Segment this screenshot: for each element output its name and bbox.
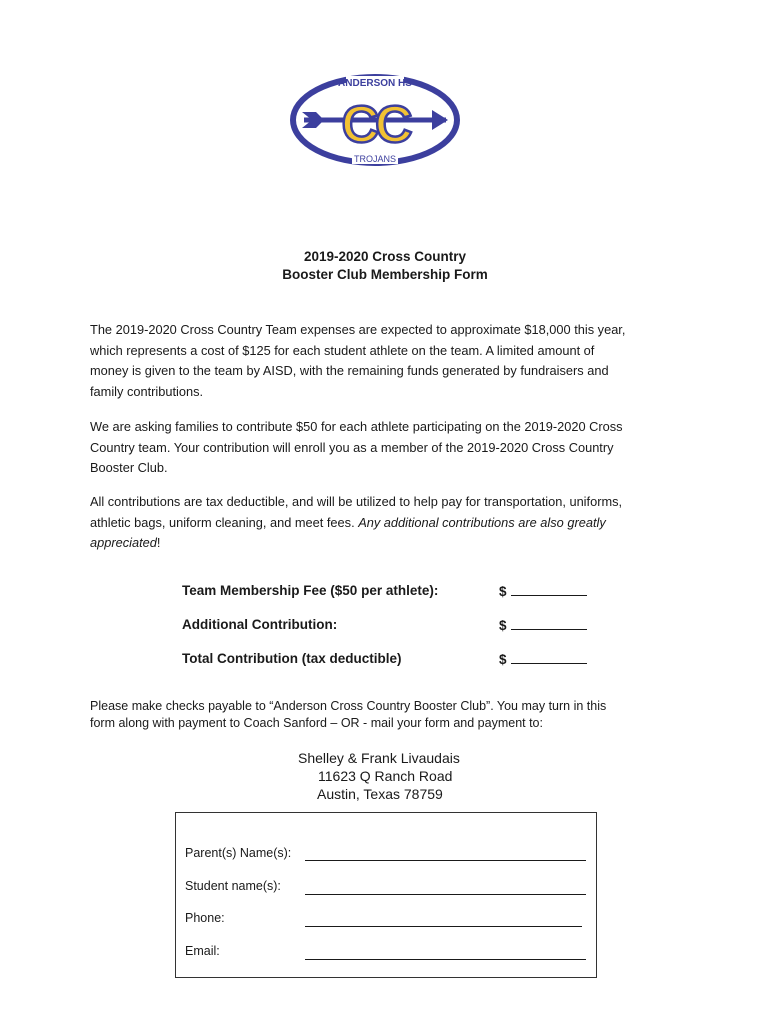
payment-instructions [90, 698, 690, 732]
text-line: family contributions. [90, 383, 204, 399]
amount-blank[interactable] [511, 651, 587, 664]
parents-name-field[interactable] [305, 860, 586, 861]
currency-sign: $ [499, 584, 507, 599]
text-line: We are asking families to contribute $50 for each athlete participating on the 2019-2020 Cross [90, 419, 623, 434]
italic-text: Any additional contributions are also greatly [358, 514, 606, 530]
additional-contribution-amount[interactable] [499, 617, 587, 633]
logo-bottom-text: TROJANS [353, 154, 397, 164]
phone-label: Phone: [185, 911, 225, 925]
text-line: form along with payment to Coach Sanford – OR - mail your form and payment to: [90, 716, 543, 730]
text-line: Country team. Your contribution will enroll you as a member of the 2019-2020 Cross Country [90, 439, 614, 455]
email-label: Email: [185, 944, 220, 958]
text-line: money is given to the team by AISD, with the remaining funds generated by fundraisers and [90, 363, 609, 378]
italic-text: appreciated [90, 535, 157, 550]
membership-fee-label: Team Membership Fee ($50 per athlete): [182, 583, 439, 598]
student-name-label: Student name(s): [185, 879, 281, 893]
text-line: which represents a cost of $125 for each student athlete on the team. A limited amount of [90, 342, 595, 358]
member-info-box [175, 812, 597, 978]
amount-blank[interactable] [511, 583, 587, 596]
address-name: Shelley & Frank Livaudais [298, 750, 460, 766]
text-span: athletic bags, uniform cleaning, and meet fees. [90, 514, 359, 530]
text-line [90, 513, 680, 534]
address-city: Austin, Texas 78759 [317, 786, 443, 802]
membership-fee-amount[interactable] [499, 583, 587, 599]
total-contribution-amount[interactable] [499, 651, 587, 667]
amount-blank[interactable] [511, 617, 587, 630]
intro-paragraph [90, 320, 680, 402]
text-line: Please make checks payable to “Anderson Cross Country Booster Club”. You may turn in this [90, 699, 607, 713]
contribution-paragraph [90, 417, 680, 479]
tax-paragraph [90, 492, 680, 554]
text-line: The 2019-2020 Cross Country Team expenses are expected to approximate $18,000 this year, [90, 322, 626, 337]
form-title-line2: Booster Club Membership Form [282, 267, 488, 282]
student-name-field[interactable] [305, 894, 586, 895]
form-title-line1: 2019-2020 Cross Country [303, 249, 467, 264]
phone-field[interactable] [305, 926, 582, 927]
currency-sign: $ [499, 618, 507, 633]
text-line: All contributions are tax deductible, and will be utilized to help pay for transportation, uniforms, [90, 494, 623, 509]
text-span: ! [156, 535, 161, 550]
text-line [90, 533, 680, 554]
currency-sign: $ [499, 652, 507, 667]
logo-top-text: ANDERSON HS [338, 78, 412, 89]
email-field[interactable] [305, 959, 586, 960]
parents-name-label: Parent(s) Name(s): [185, 846, 292, 860]
logo-center-text: CC [341, 96, 409, 154]
address-street: 11623 Q Ranch Road [318, 768, 453, 784]
text-line: Booster Club. [90, 460, 168, 475]
total-contribution-label: Total Contribution (tax deductible) [182, 651, 402, 666]
additional-contribution-label: Additional Contribution: [182, 617, 338, 632]
anderson-hs-cc-logo [290, 74, 460, 166]
